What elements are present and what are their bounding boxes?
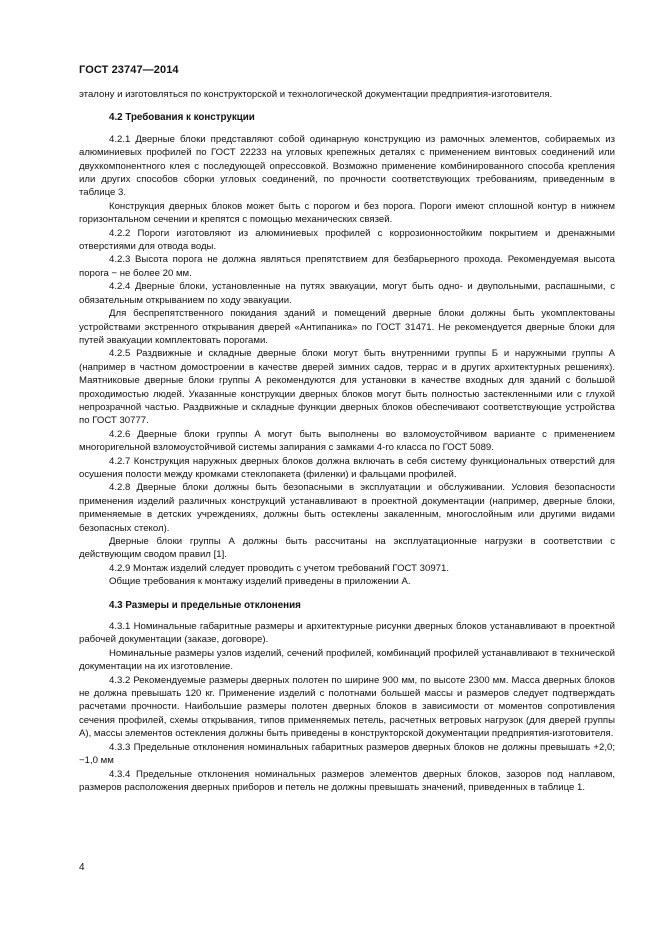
paragraph: 4.2.8 Дверные блоки должны быть безопасными в эксплуатации и обслуживании. Условия безопасности применения изделий различных конструкций устанавливают в проектной документации (например, дверные блоки, применяемые в детских учреждениях, должны быть остеклены закаленным, многослойным или другими видами безопасных стекол). [79,482,615,534]
paragraph: Номинальные размеры узлов изделий, сечений профилей, комбинаций профилей устанавливают в технической документации на их изготовление. [79,647,615,673]
section-4-2-heading: 4.2 Требования к конструкции [109,112,255,124]
paragraph: 4.3.3 Предельные отклонения номинальных габаритных размеров дверных блоков не должны превышать +2,0; −1,0 мм [79,741,615,767]
paragraph: Общие требования к монтажу изделий приведены в приложении А. [109,576,411,588]
paragraph: 4.3.4 Предельные отклонения номинальных размеров элементов дверных блоков, зазоров под наплавом, размеров расположения дверных приборов и петель не должны превышать значений, приведенных в таблице 1. [79,768,615,793]
paragraph: 4.3.2 Рекомендуемые размеры дверных полотен по ширине 900 мм, по высоте 2300 мм. Масса дверных блоков не должна превышать 120 кг. Применение изделий с полотнами большей массы и размеров следует подтверждать расчетами прочности. Наибольшие размеры полотен дверных блоков в зависимости от моментов сопротивления сечения профилей, схемы открывания, типов применяемых петель, расчетных ветровых нагрузок (для дверей группы А), массы элементов остекления должны быть приведены в конструкторской документации предприятия-изготовителя. [79,674,615,740]
paragraph: 4.2.1 Дверные блоки представляют собой одинарную конструкцию из рамочных элементов, собираемых из алюминиевых профилей по ГОСТ 22233 на угловых крепежных деталях с применением винтовых соединений или двухкомпонентного клея с последующей опрессовкой. Возможно применение комбинированного способа крепления или других способов сборки угловых соединений, по прочности соответствующих требованиям, приведенным в таблице 3. [79,133,615,199]
page-number: 4 [79,862,85,873]
paragraph: Для беспрепятственного покидания зданий и помещений дверные блоки должны быть укомплектованы устройствами экстренного открывания дверей «Антипаника» по ГОСТ 31471. Не рекомендуется дверные блоки для путей эвакуации комплектовать порогами. [79,308,615,346]
paragraph: 4.2.6 Дверные блоки группы А могут быть выполнены во взломоустойчивом варианте с применением многоригельной взломоустойчивой системы запирания с замками 4-го класса по ГОСТ 5089. [79,428,615,454]
paragraph: 4.2.7 Конструкция наружных дверных блоков должна включать в себя систему функциональных отверстий для осушения полости между кромками стеклопакета (филенки) и фальцами профилей. [79,455,615,480]
document-body [79,88,615,794]
paragraph: 4.2.4 Дверные блоки, установленные на путях эвакуации, могут быть одно- и двупольными, распашными, с обязательным открыванием по ходу эвакуации. [79,281,615,306]
paragraph: 4.2.5 Раздвижные и складные дверные блоки могут быть внутренними группы Б и наружными группы А (например в частном домостроении в качестве дверей зимних садов, террас и в других архитектурных решениях). Маятниковые дверные блоки группы А рекомендуются для установки в качестве входных для зданий с большой проходимостью людей. Указанные конструкции дверных блоков могут быть полностью застекленными или с глухой непрозрачной частью. Раздвижные и складные функции дверных блоков обеспечивают соответствующие устройства по ГОСТ 30777. [79,348,615,427]
paragraph: Дверные блоки группы А должны быть рассчитаны на эксплуатационные нагрузки в соответствии с действующим сводом правил [1]. [79,536,615,561]
intro-paragraph: эталону и изготовляться по конструкторской и технологической документации предприятия-изготовителя. [79,89,553,100]
paragraph: 4.2.3 Высота порога не должна являться препятствием для безбарьерного прохода. Рекомендуемая высота порога − не более 20 мм. [79,254,615,279]
paragraph: Конструкция дверных блоков может быть с порогом и без порога. Пороги имеют сплошной контур в нижнем горизонтальном сечении и крепятся с помощью механических связей. [79,200,615,226]
paragraph: 4.2.9 Монтаж изделий следует проводить с учетом требований ГОСТ 30971. [109,562,450,574]
paragraph: 4.2.2 Пороги изготовляют из алюминиевых профилей с коррозионностойким покрытием и дренажными отверстиями для отвода воды. [79,227,615,253]
section-4-3-heading: 4.3 Размеры и предельные отклонения [109,599,301,611]
document-header: ГОСТ 23747—2014 [79,64,179,76]
paragraph: 4.3.1 Номинальные габаритные размеры и архитектурные рисунки дверных блоков устанавливают в проектной рабочей документации (заказе, договоре). [79,621,615,646]
